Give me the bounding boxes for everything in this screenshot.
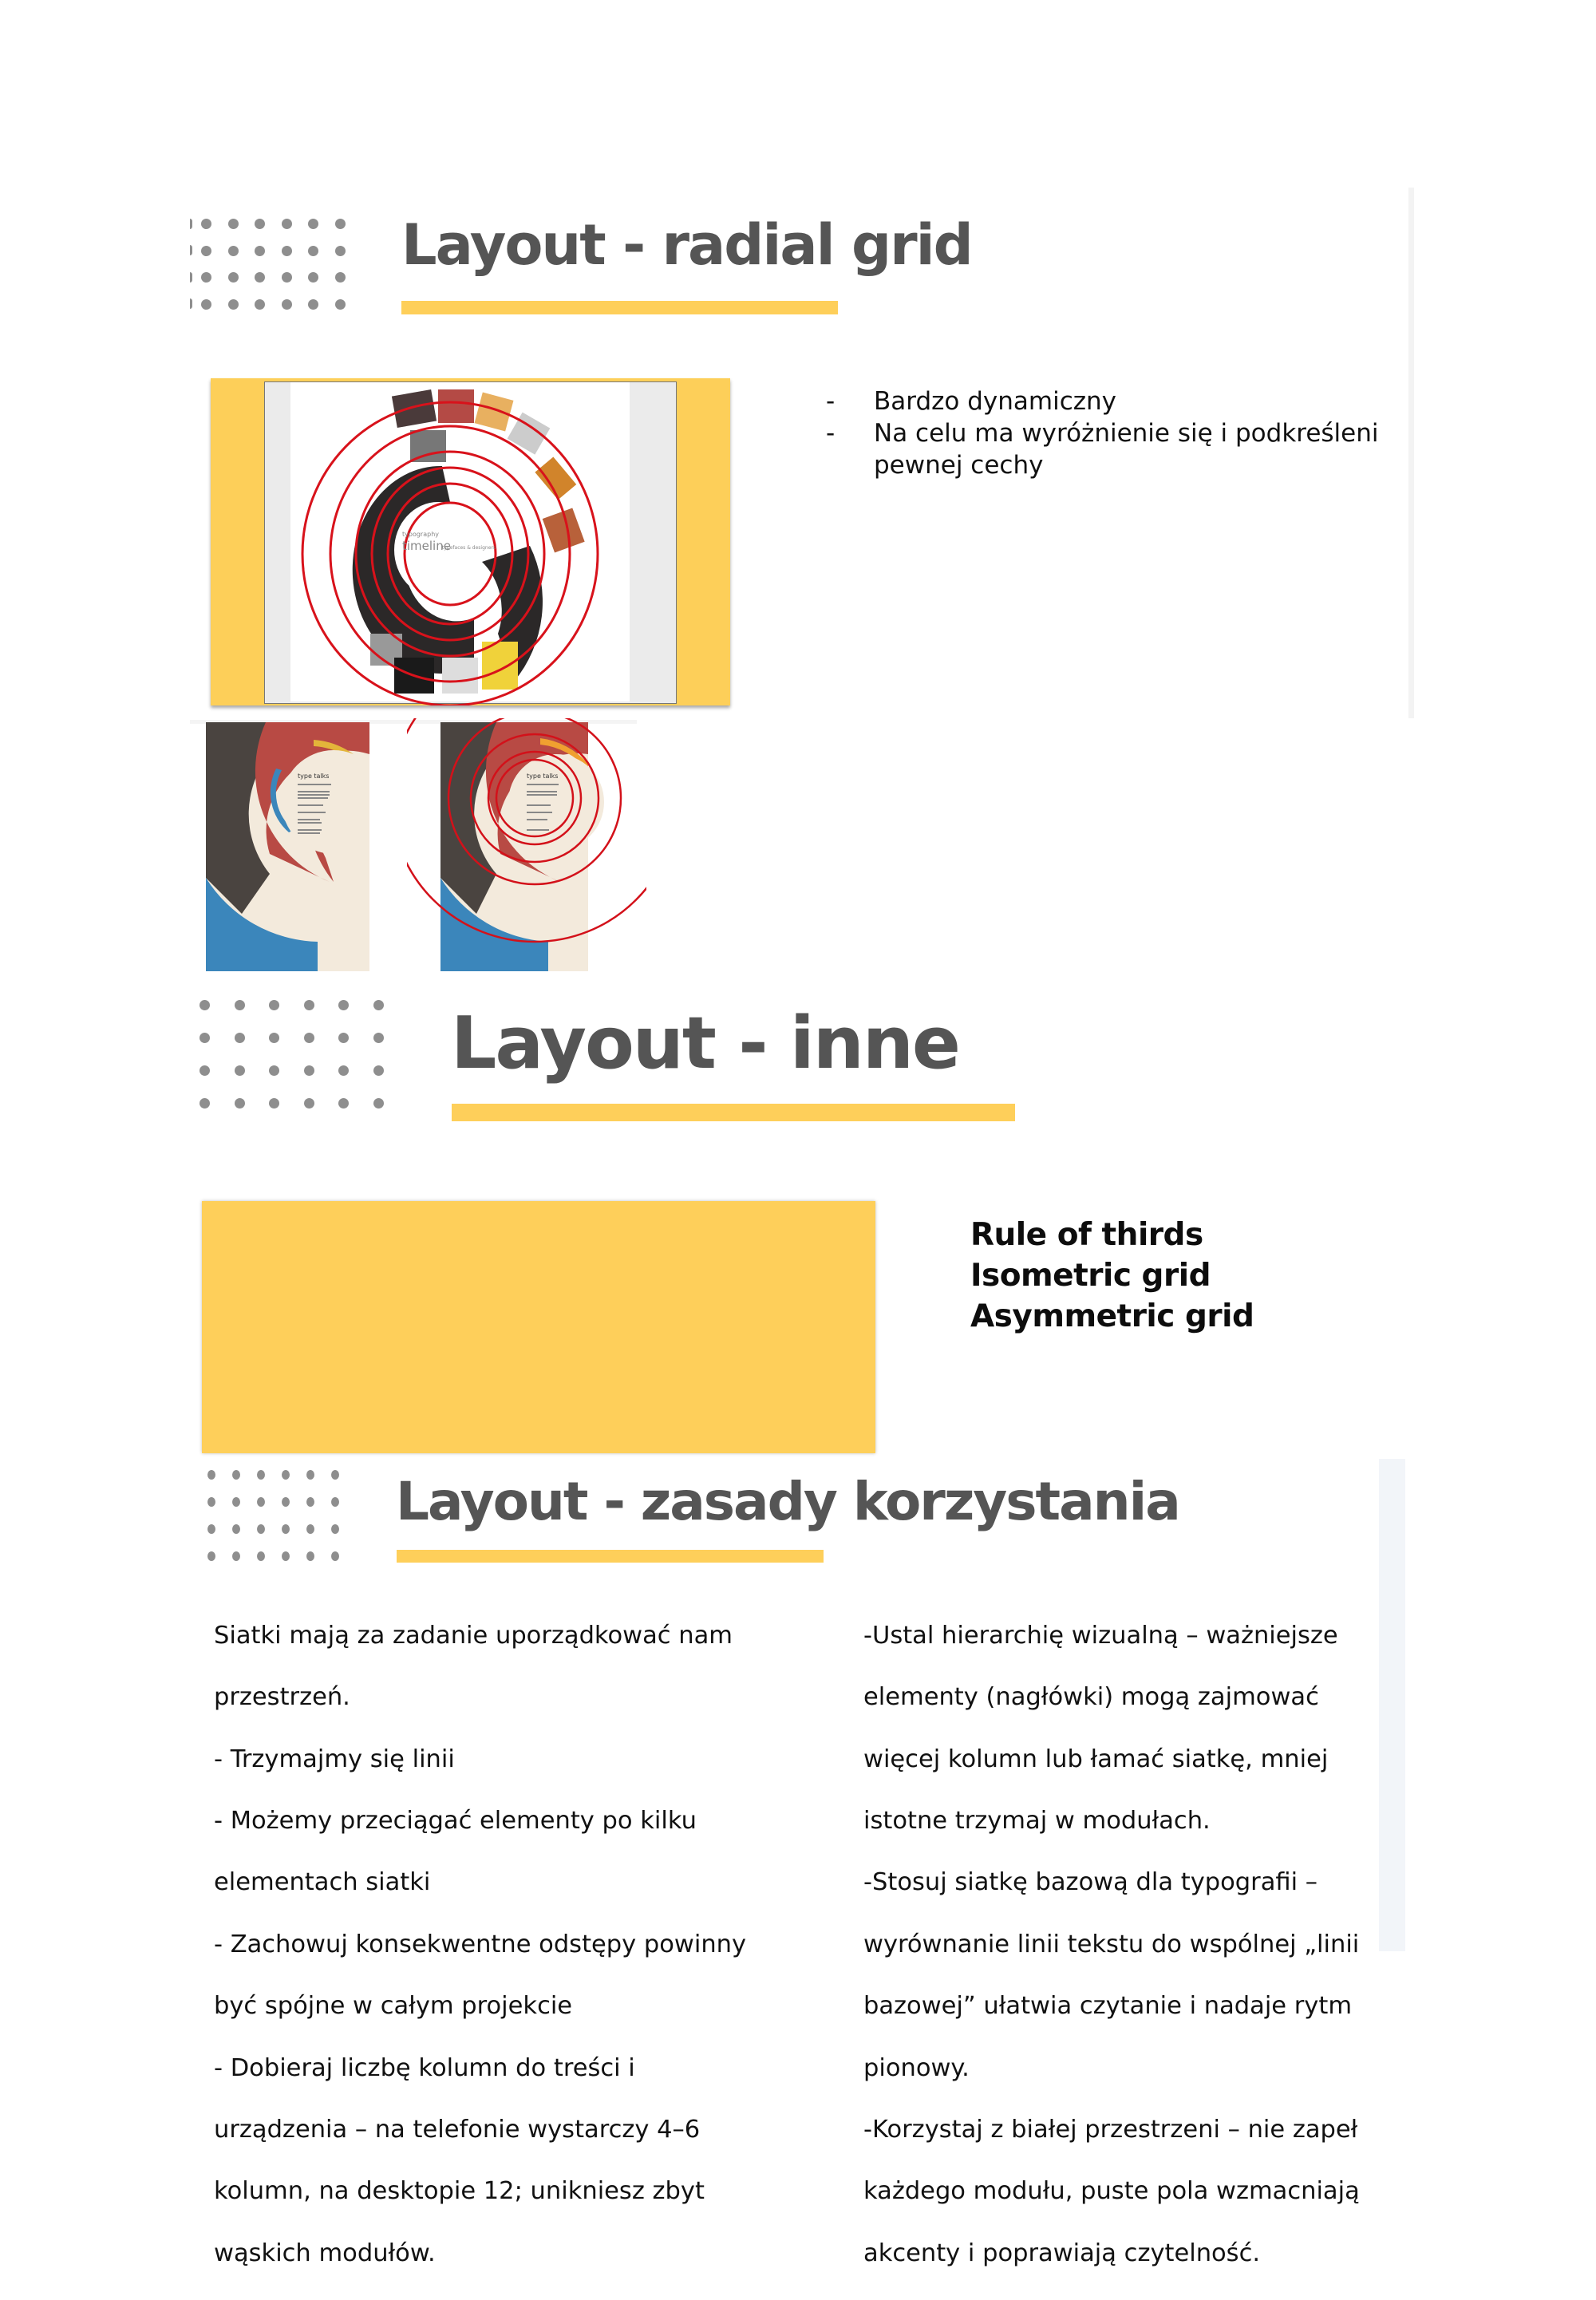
text-line: -Ustal hierarchię wizualną – ważniejsze xyxy=(863,1621,1338,1650)
bullet-marker: - xyxy=(826,387,836,416)
bullet-marker: - xyxy=(826,419,836,448)
rules-right-column xyxy=(863,1590,1379,2300)
radial-timeline-graphic xyxy=(211,378,730,705)
placeholder-yellow-block xyxy=(202,1201,875,1453)
text-line: bazowej” ułatwia czytanie i nadaje rytm xyxy=(863,1992,1353,2021)
text-line: wyrównanie linii tekstu do wspólnej „linii xyxy=(863,1930,1360,1958)
image-tile xyxy=(392,389,437,428)
image-caption-big: timeline xyxy=(402,539,451,553)
grid-type-item: Isometric grid xyxy=(970,1258,1211,1294)
image-tile xyxy=(442,658,478,694)
image-caption-small: typography xyxy=(402,531,439,538)
text-line: Siatki mają za zadanie uporządkować nam xyxy=(214,1621,733,1650)
type-talks-poster-annotated xyxy=(407,718,646,974)
radial-grid-example-image xyxy=(211,378,730,705)
bullet-list xyxy=(826,385,1412,481)
bullet-item-continuation xyxy=(826,449,1412,481)
slide-edge xyxy=(1379,1459,1405,1951)
slide-title: Layout - inne xyxy=(451,1002,959,1085)
text-line: -Korzystaj z białej przestrzeni – nie zapeł xyxy=(863,2115,1358,2144)
grid-types-list xyxy=(970,1215,1254,1337)
dot-sliver xyxy=(190,272,192,283)
image-caption-sub: typefaces & designers xyxy=(442,545,496,551)
image-tile xyxy=(410,430,446,462)
text-line: wąskich modułów. xyxy=(214,2239,436,2267)
rules-left-column xyxy=(214,1590,812,2300)
text-line: przestrzeń. xyxy=(214,1683,350,1712)
image-tile xyxy=(508,413,551,455)
dot-sliver xyxy=(190,219,192,229)
text-line: więcej kolumn lub łamać siatkę, mniej xyxy=(863,1745,1329,1773)
text-line: - Trzymajmy się linii xyxy=(214,1745,455,1773)
text-line: - Zachowuj konsekwentne odstępy powinny xyxy=(214,1930,747,1958)
title-underline xyxy=(401,301,838,314)
poster-graphic xyxy=(206,722,369,971)
bullet-item xyxy=(826,417,1412,449)
bullet-text: Bardzo dynamiczny xyxy=(874,387,1117,416)
text-line: elementy (nagłówki) mogą zajmować xyxy=(863,1683,1319,1712)
text-line: każdego modułu, puste pola wzmacniają xyxy=(863,2177,1360,2206)
text-line: istotne trzymaj w modułach. xyxy=(863,1806,1211,1835)
type-talks-poster xyxy=(206,722,369,971)
title-underline xyxy=(397,1550,824,1563)
text-line: być spójne w całym projekcie xyxy=(214,1992,573,2021)
slide-title: Layout - radial grid xyxy=(401,212,972,278)
title-underline xyxy=(452,1104,1015,1121)
bullet-text: pewnej cechy xyxy=(874,451,1044,480)
grid-type-item: Asymmetric grid xyxy=(970,1298,1254,1334)
decorative-dot-grid xyxy=(201,219,346,310)
decorative-dot-grid xyxy=(207,1470,339,1561)
slide-title: Layout - zasady korzystania xyxy=(396,1471,1179,1532)
poster-title: type talks xyxy=(298,773,330,780)
text-line: elementach siatki xyxy=(214,1868,431,1897)
image-tile xyxy=(475,393,514,432)
bullet-text: Na celu ma wyróżnienie się i podkreśleni xyxy=(874,419,1379,448)
bullet-item xyxy=(826,385,1412,417)
text-line: kolumn, na desktopie 12; unikniesz zbyt xyxy=(214,2177,705,2206)
text-line: urządzenia – na telefonie wystarczy 4–6 xyxy=(214,2115,701,2144)
poster-title: type talks xyxy=(527,773,559,780)
text-line: - Dobieraj liczbę kolumn do treści i xyxy=(214,2053,635,2082)
dot-sliver xyxy=(190,245,192,255)
image-tile xyxy=(438,389,474,423)
text-line: pionowy. xyxy=(863,2053,970,2082)
text-line: - Możemy przeciągać elementy po kilku xyxy=(214,1806,697,1835)
poster-annotated-graphic xyxy=(407,718,646,974)
text-line: -Stosuj siatkę bazową dla typografii – xyxy=(863,1868,1318,1897)
grid-type-item: Rule of thirds xyxy=(970,1217,1203,1253)
decorative-dot-grid xyxy=(200,1000,384,1109)
text-line: akcenty i poprawiają czytelność. xyxy=(863,2239,1261,2267)
dot-sliver xyxy=(190,298,192,309)
